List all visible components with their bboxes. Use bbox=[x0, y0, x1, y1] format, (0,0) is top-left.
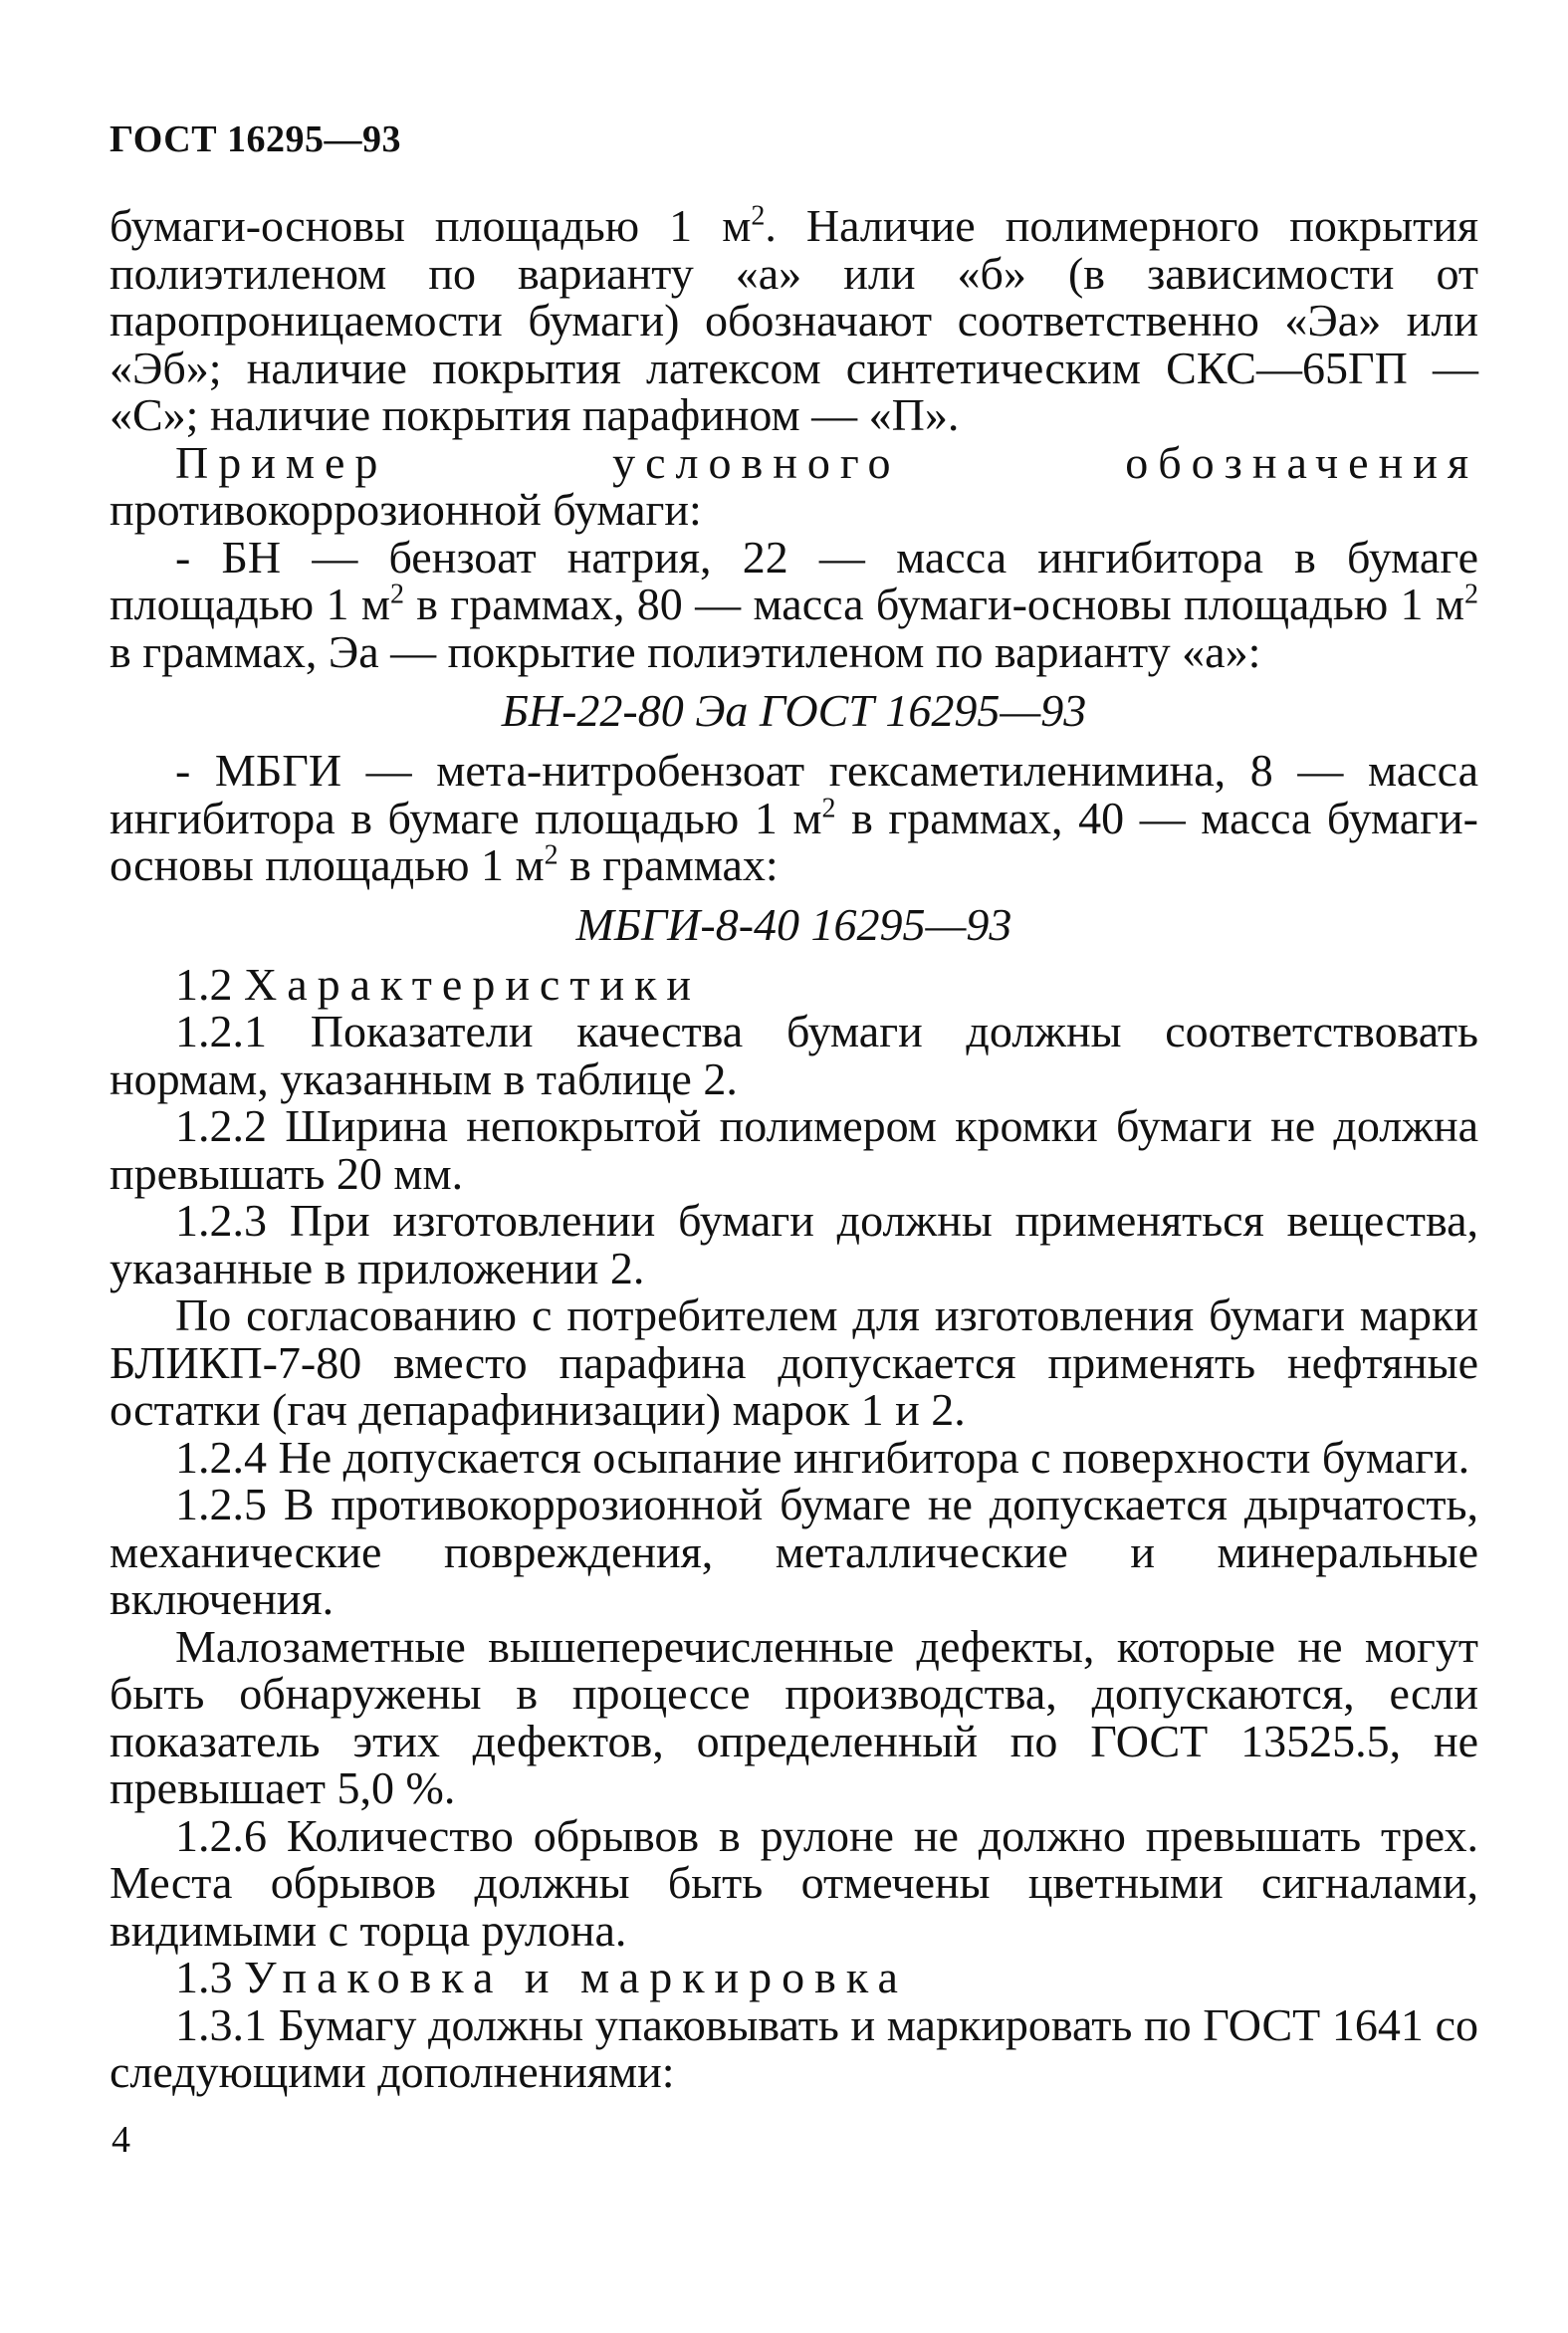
paragraph-agreement: По согласованию с потребителем для изготовления бумаги марки БЛИКП-7-80 вместо парафина допускается применять нефтяные остатки (гач депарафинизации) марок 1 и 2. bbox=[110, 1289, 1478, 1435]
document-header: ГОСТ 16295—93 bbox=[110, 118, 402, 160]
example-heading-spaced: Пример условного обозначения bbox=[175, 436, 1478, 488]
paragraph-1-2-1: 1.2.1 Показатели качества бумаги должны соответствовать нормам, указанным в таблице 2. bbox=[110, 1006, 1478, 1104]
example-mbgi-formula: МБГИ-8-40 16295—93 bbox=[575, 898, 1012, 950]
section-heading-1-2: 1.2 Характеристики bbox=[175, 958, 702, 1010]
paragraph-1-2-5: 1.2.5 В противокоррозионной бумаге не допускается дырчатость, механические повреждения, металлические и минеральные включения. bbox=[110, 1479, 1478, 1624]
example-bn-description: - БН — бензоат натрия, 22 — масса ингибитора в бумаге площадью 1 $м^2$ в граммах, 80 — масса бумаги-основы площадью 1 $м^2$ в граммах, Эа — покрытие полиэтиленом по варианту «а»: bbox=[110, 531, 1478, 677]
paragraph-1-2-6: 1.2.6 Количество обрывов в рулоне не должно превышать трех. Места обрывов должны быть отмечены цветными сигналами, видимыми с торца рулона. bbox=[110, 1809, 1478, 1956]
paragraph-1-2-3: 1.2.3 При изготовлении бумаги должны применяться вещества, указанные в приложении 2. bbox=[110, 1195, 1478, 1293]
paragraph-1-3-1: 1.3.1 Бумагу должны упаковывать и маркировать по ГОСТ 1641 со следующими дополнениями: bbox=[110, 1998, 1478, 2097]
paragraph-defects: Малозаметные вышеперечисленные дефекты, которые не могут быть обнаружены в процессе производства, допускаются, если показатель этих дефектов, определенный по ГОСТ 13525.5, не превышает 5,0 %. bbox=[110, 1620, 1478, 1813]
document-body bbox=[110, 202, 1478, 2096]
page-number: 4 bbox=[112, 2119, 130, 2161]
example-mbgi-description: - МБГИ — мета-нитробензоат гексаметиленимина, 8 — масса ингибитора в бумаге площадью 1 $м^2$ в граммах, 40 — масса бумаги-основы площадью 1 $м^2$ в граммах: bbox=[110, 745, 1478, 890]
example-bn-formula: БН-22-80 Эа ГОСТ 16295—93 bbox=[501, 685, 1087, 736]
paragraph-1-2-2: 1.2.2 Ширина непокрытой полимером кромки бумаги не должна превышать 20 мм. bbox=[110, 1100, 1478, 1199]
paragraph-1-2-4: 1.2.4 Не допускается осыпание ингибитора с поверхности бумаги. bbox=[175, 1431, 1470, 1483]
section-heading-1-3: 1.3 Упаковка и маркировка bbox=[175, 1952, 908, 2002]
example-heading: Пример условного обозначения противокоррозионной бумаги: bbox=[110, 436, 1478, 535]
paragraph-designation-coatings: бумаги-основы площадью 1 $м^2$. Наличие полимерного покрытия полиэтиленом по варианту «а» или «б» (в зависимости от паропроницаемости бумаги) обозначают соответственно «Эа» или «Эб»; наличие покрытия латексом синтетическим СКС—65ГП — «С»; наличие покрытия парафином — «П». bbox=[110, 200, 1478, 440]
